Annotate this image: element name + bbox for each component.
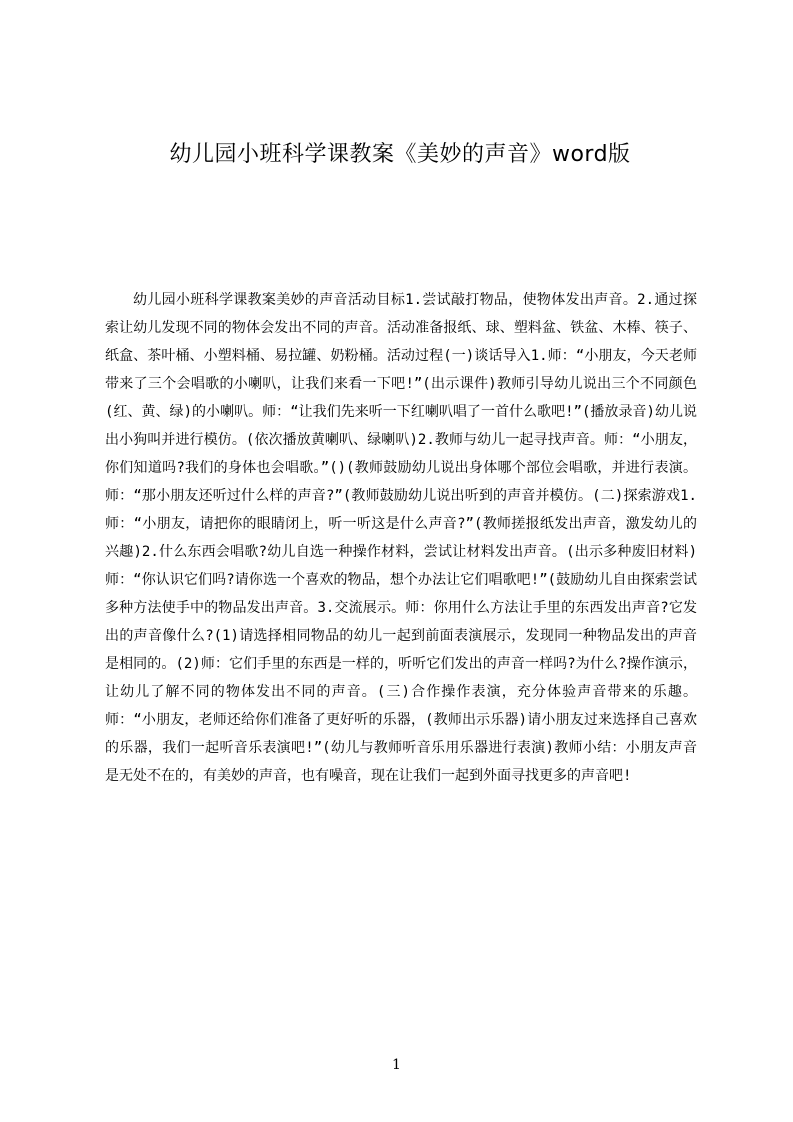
page-number: 1 — [392, 1057, 401, 1073]
document-body-text: 幼儿园小班科学课教案美妙的声音活动目标1.尝试敲打物品，使物体发出声音。2.通过探索让幼儿发现不同的物体会发出不同的声音。活动准备报纸、球、塑料盆、铁盆、木棒、筷子、纸盒、茶叶桶、小塑料桶、易拉罐、奶粉桶。活动过程(一)谈话导入1.师：“小朋友，今天老师带来了三个会唱歌的小喇叭，让我们来看一下吧!”(出示课件)教师引导幼儿说出三个不同颜色(红、黄、绿)的小喇叭。师：“让我们先来听一下红喇叭唱了一首什么歌吧!”(播放录音)幼儿说出小狗叫并进行模仿。(依次播放黄喇叭、绿喇叭)2.教师与幼儿一起寻找声音。师：“小朋友，你们知道吗?我们的身体也会唱歌。”()(教师鼓励幼儿说出身体哪个部位会唱歌，并进行表演。师：“那小朋友还听过什么样的声音?”(教师鼓励幼儿说出听到的声音并模仿。(二)探索游戏1.师：“小朋友，请把你的眼睛闭上，听一听这是什么声音?”(教师搓报纸发出声音，激发幼儿的兴趣)2.什么东西会唱歌?幼儿自选一种操作材料，尝试让材料发出声音。(出示多种废旧材料)师：“你认识它们吗?请你选一个喜欢的物品，想个办法让它们唱歌吧!”(鼓励幼儿自由探索尝试多种方法使手中的物品发出声音。3.交流展示。师：你用什么方法让手里的东西发出声音?它发出的声音像什么?(1)请选择相同物品的幼儿一起到前面表演展示，发现同一种物品发出的声音是相同的。(2)师：它们手里的东西是一样的，听听它们发出的声音一样吗?为什么?操作演示，让幼儿了解不同的物体发出不同的声音。(三)合作操作表演，充分体验声音带来的乐趣。师：“小朋友，老师还给你们准备了更好听的乐器，(教师出示乐器)请小朋友过来选择自己喜欢的乐器，我们一起听音乐表演吧!”(幼儿与教师听音乐用乐器进行表演)教师小结：小朋友声音是无处不在的，有美妙的声音，也有噪音，现在让我们一起到外面寻找更多的声音吧! — [105, 292, 697, 784]
document-title: 幼儿园小班科学课教案《美妙的声音》word版 — [169, 142, 631, 167]
